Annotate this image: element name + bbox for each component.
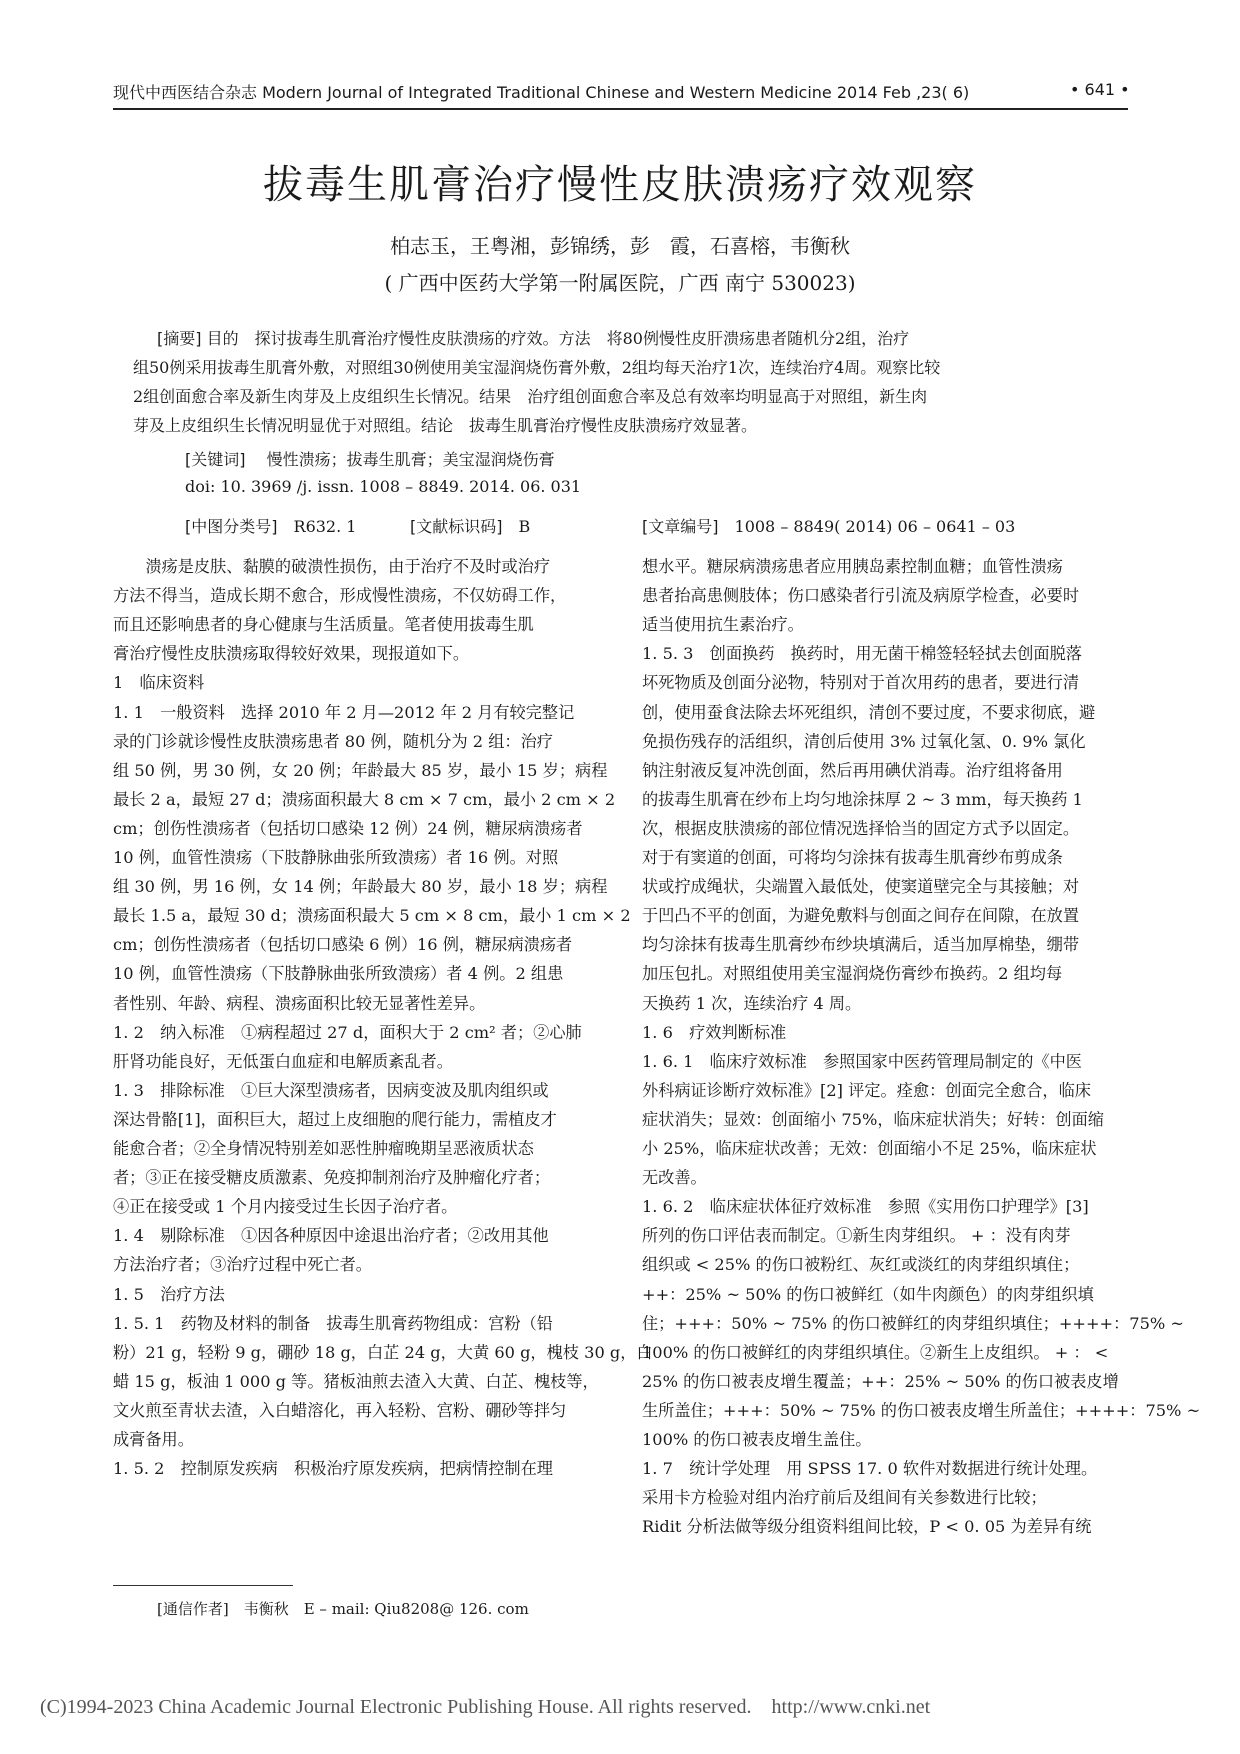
body-line: 而且还影响患者的身心健康与生活质量。笔者使用拔毒生肌 — [113, 615, 534, 635]
copyright-footer: (C)1994-2023 China Academic Journal Electronic Publishing House. All rights reserved. http://www.cnki.net — [40, 1696, 931, 1718]
section-line: 1. 5. 2 控制原发疾病 积极治疗原发疾病，把病情控制在理 — [113, 1459, 553, 1479]
body-line: 成膏备用。 — [113, 1430, 194, 1449]
body-line: 组织或 < 25% 的伤口被粉红、灰红或淡红的肉芽组织填住； — [642, 1255, 1080, 1275]
keywords — [185, 447, 555, 470]
abstract-line: [摘要] 目的 探讨拔毒生肌膏治疗慢性皮肤溃疡的疗效。方法 将80例慢性皮肝溃疡患者随机分2组，治疗 — [157, 329, 910, 348]
abstract-line: 芽及上皮组织生长情况明显优于对照组。结论 拔毒生肌膏治疗慢性皮肤溃疡疗效显著。 — [133, 416, 758, 435]
body-line: 于凹凸不平的创面，为避免敷料与创面之间存在间隙，在放置 — [642, 906, 1080, 926]
body-line: 者性别、年龄、病程、溃疡面积比较无显著性差异。 — [113, 993, 486, 1013]
section-line: 1. 5. 3 创面换药 换药时，用无菌干棉签轻轻拭去创面脱落 — [642, 644, 1082, 664]
body-line: 最长 1.5 a，最短 30 d；溃疡面积最大 5 cm × 8 cm，最小 1 cm × 2 — [113, 906, 631, 926]
body-line: 小 25%，临床症状改善；无效：创面缩小不足 25%，临床症状 — [642, 1139, 1097, 1158]
body-line: 状或拧成绳状，尖端置入最低处，使窦道壁完全与其接触；对 — [642, 877, 1080, 897]
body-line: 组 50 例，男 30 例，女 20 例；年龄最大 85 岁，最小 15 岁；病程 — [113, 760, 608, 780]
article-title: 拔毒生肌膏治疗慢性皮肤溃疡疗效观察 — [263, 162, 977, 208]
body-line: 无改善。 — [642, 1168, 707, 1188]
body-line: 组 30 例，男 16 例，女 14 例；年龄最大 80 岁，最小 18 岁；病程 — [113, 877, 608, 897]
body-line: 100% 的伤口被鲜红的肉芽组织填住。②新生上皮组织。 + ： < — [642, 1342, 1109, 1362]
body-line: 生所盖住；+++：50% ~ 75% 的伤口被表皮增生所盖住；++++：75% ~ — [642, 1400, 1201, 1420]
abstract-line: 组50例采用拔毒生肌膏外敷，对照组30例使用美宝湿润烧伤膏外敷，2组均每天治疗1次，连续治疗4周。观察比较 — [133, 358, 941, 377]
article-number: [文章编号] 1008 – 8849( 2014) 06 – 0641 – 03 — [642, 517, 1016, 536]
body-line: 创，使用蚕食法除去坏死组织，清创不要过度，不要求彻底，避 — [642, 702, 1096, 722]
body-line: 加压包扎。对照组使用美宝湿润烧伤膏纱布换药。2 组均每 — [642, 964, 1063, 984]
body-line: ++：25% ~ 50% 的伤口被鲜红（如牛肉颜色）的肉芽组织填 — [642, 1284, 1094, 1304]
body-line: 最长 2 a，最短 27 d；溃疡面积最大 8 cm × 7 cm，最小 2 cm × 2 — [113, 789, 616, 809]
body-line: 所列的伤口评估表而制定。①新生肉芽组织。 + ：没有肉芽 — [642, 1226, 1071, 1246]
body-line: 对于有窦道的创面，可将均匀涂抹有拔毒生肌膏纱布剪成条 — [642, 848, 1063, 867]
section-line: 1. 4 剔除标准 ①因各种原因中途退出治疗者；②改用其他 — [113, 1226, 549, 1246]
abstract-label: [摘要] — [157, 329, 202, 348]
doi: doi: 10. 3969 /j. issn. 1008 – 8849. 2014. 06. 031 — [185, 477, 582, 496]
body-line: 25% 的伤口被表皮增生覆盖；++：25% ~ 50% 的伤口被表皮增 — [642, 1371, 1119, 1391]
affiliation: ( 广西中医药大学第一附属医院，广西 南宁 530023) — [384, 271, 856, 295]
body-line: 深达骨骼[1]，面积巨大，超过上皮细胞的爬行能力，需植皮才 — [113, 1109, 557, 1129]
section-line: 1. 5. 1 药物及材料的制备 拔毒生肌膏药物组成：宫粉（铅 — [113, 1313, 553, 1333]
author-list: 柏志玉，王粤湘，彭锦绣，彭 霞，石喜榕，韦衡秋 — [390, 234, 850, 258]
body-line: 录的门诊就诊慢性皮肤溃疡患者 80 例，随机分为 2 组：治疗 — [113, 731, 553, 751]
body-line: cm；创伤性溃疡者（包括切口感染 12 例）24 例，糖尿病溃疡者 — [113, 818, 583, 838]
body-line: 粉）21 g，轻粉 9 g，硼砂 18 g，白芷 24 g，大黄 60 g，槐枝 30 g，白 — [113, 1342, 653, 1362]
body-line: 坏死物质及创面分泌物，特别对于首次用药的患者，要进行清 — [642, 673, 1080, 693]
body-line: 文火煎至青状去渣，入白蜡溶化，再入轻粉、宫粉、硼砂等拌匀 — [113, 1400, 567, 1420]
body-line: 外科病证诊断疗效标准》[2] 评定。痊愈：创面完全愈合，临床 — [642, 1080, 1091, 1100]
body-line: 均匀涂抹有拔毒生肌膏纱布纱块填满后，适当加厚棉垫，绷带 — [642, 935, 1080, 955]
body-line: 想水平。糖尿病溃疡患者应用胰岛素控制血糖；血管性溃疡 — [642, 557, 1063, 576]
body-line: Ridit 分析法做等级分组资料组间比较，P < 0. 05 为差异有统 — [642, 1517, 1092, 1537]
body-line: 能愈合者；②全身情况特别差如恶性肿瘤晚期呈恶液质状态 — [113, 1139, 534, 1158]
abstract-line: 2组创面愈合率及新生肉芽及上皮组织生长情况。结果 治疗组创面愈合率及总有效率均明显高于对照组，新生肉 — [133, 387, 928, 406]
body-line: 方法治疗者；③治疗过程中死亡者。 — [113, 1255, 372, 1275]
body-line: 次，根据皮肤溃疡的部位情况选择恰当的固定方式予以固定。 — [642, 818, 1080, 838]
body-line: 钠注射液反复冲洗创面，然后再用碘伏消毒。治疗组将备用 — [642, 760, 1063, 780]
body-line: ④正在接受或 1 个月内接受过生长因子治疗者。 — [113, 1197, 458, 1217]
section-line: 1. 7 统计学处理 用 SPSS 17. 0 软件对数据进行统计处理。 — [642, 1459, 1098, 1479]
section-line: 1. 2 纳入标准 ①病程超过 27 d，面积大于 2 cm² 者；②心肺 — [113, 1022, 582, 1042]
section-line: 1 临床资料 — [113, 673, 205, 693]
header-rule — [113, 108, 1128, 110]
body-line: 者；③正在接受糖皮质激素、免疫抑制剂治疗及肿瘤化疗者； — [113, 1168, 551, 1188]
section-line: 1. 3 排除标准 ①巨大深型溃疡者，因病变波及肌肉组织或 — [113, 1080, 549, 1100]
document-code: [文献标识码] B — [410, 517, 531, 536]
body-line: 的拔毒生肌膏在纱布上均匀地涂抹厚 2 ~ 3 mm，每天换药 1 — [642, 789, 1083, 809]
section-line: 1. 5 治疗方法 — [113, 1284, 225, 1304]
body-line: 蜡 15 g，板油 1 000 g 等。猪板油煎去渣入大黄、白芷、槐枝等， — [113, 1371, 599, 1391]
section-line: 10 例，血管性溃疡（下肢静脉曲张所致溃疡）者 16 例。对照 — [113, 848, 559, 867]
section-line: 1. 6. 2 临床症状体征疗效标准 参照《实用伤口护理学》[3] — [642, 1197, 1089, 1217]
section-line: 10 例，血管性溃疡（下肢静脉曲张所致溃疡）者 4 例。2 组患 — [113, 964, 564, 984]
body-line: 症状消失；显效：创面缩小 75%，临床症状消失；好转：创面缩 — [642, 1109, 1104, 1129]
corresponding-author-footnote: [通信作者] 韦衡秋 E – mail: Qiu8208@ 126. com — [157, 1600, 529, 1618]
body-line: 膏治疗慢性皮肤溃疡取得较好效果，现报道如下。 — [113, 644, 470, 664]
body-line: 方法不得当，造成长期不愈合，形成慢性溃疡，不仅妨碍工作， — [113, 586, 567, 606]
body-line: 100% 的伤口被表皮增生盖住。 — [642, 1430, 872, 1449]
body-line: 天换药 1 次，连续治疗 4 周。 — [642, 993, 862, 1013]
body-line: 溃疡是皮肤、黏膜的破溃性损伤，由于治疗不及时或治疗 — [113, 557, 551, 576]
body-line: cm；创伤性溃疡者（包括切口感染 6 例）16 例，糖尿病溃疡者 — [113, 935, 573, 955]
running-header: 现代中西医结合杂志 Modern Journal of Integrated Traditional Chinese and Western Medicine 2014 Feb ,23( 6) — [113, 83, 970, 102]
keywords-text: 慢性溃疡；拔毒生肌膏；美宝湿润烧伤膏 — [266, 450, 555, 469]
body-line: 肝肾功能良好，无低蛋白血症和电解质紊乱者。 — [113, 1051, 453, 1071]
body-line: 住；+++：50% ~ 75% 的伤口被鲜红的肉芽组织填住；++++：75% ~ — [642, 1313, 1184, 1333]
clc-number: [中图分类号] R632. 1 — [185, 517, 357, 536]
body-line: 免损伤残存的活组织，清创后使用 3% 过氧化氢、0. 9% 氯化 — [642, 731, 1086, 751]
keywords-label: [关键词] — [185, 450, 246, 469]
body-line: 患者抬高患侧肢体；伤口感染者行引流及病原学检查，必要时 — [642, 586, 1080, 606]
body-line: 适当使用抗生素治疗。 — [642, 615, 804, 635]
footnote-rule — [113, 1585, 293, 1586]
section-line: 1. 1 一般资料 选择 2010 年 2 月—2012 年 2 月有较完整记 — [113, 702, 575, 722]
page-number: • 641 • — [1070, 80, 1130, 99]
section-line: 1. 6. 1 临床疗效标准 参照国家中医药管理局制定的《中医 — [642, 1051, 1082, 1071]
section-line: 1. 6 疗效判断标准 — [642, 1022, 787, 1042]
body-line: 采用卡方检验对组内治疗前后及组间有关参数进行比较； — [642, 1488, 1047, 1508]
